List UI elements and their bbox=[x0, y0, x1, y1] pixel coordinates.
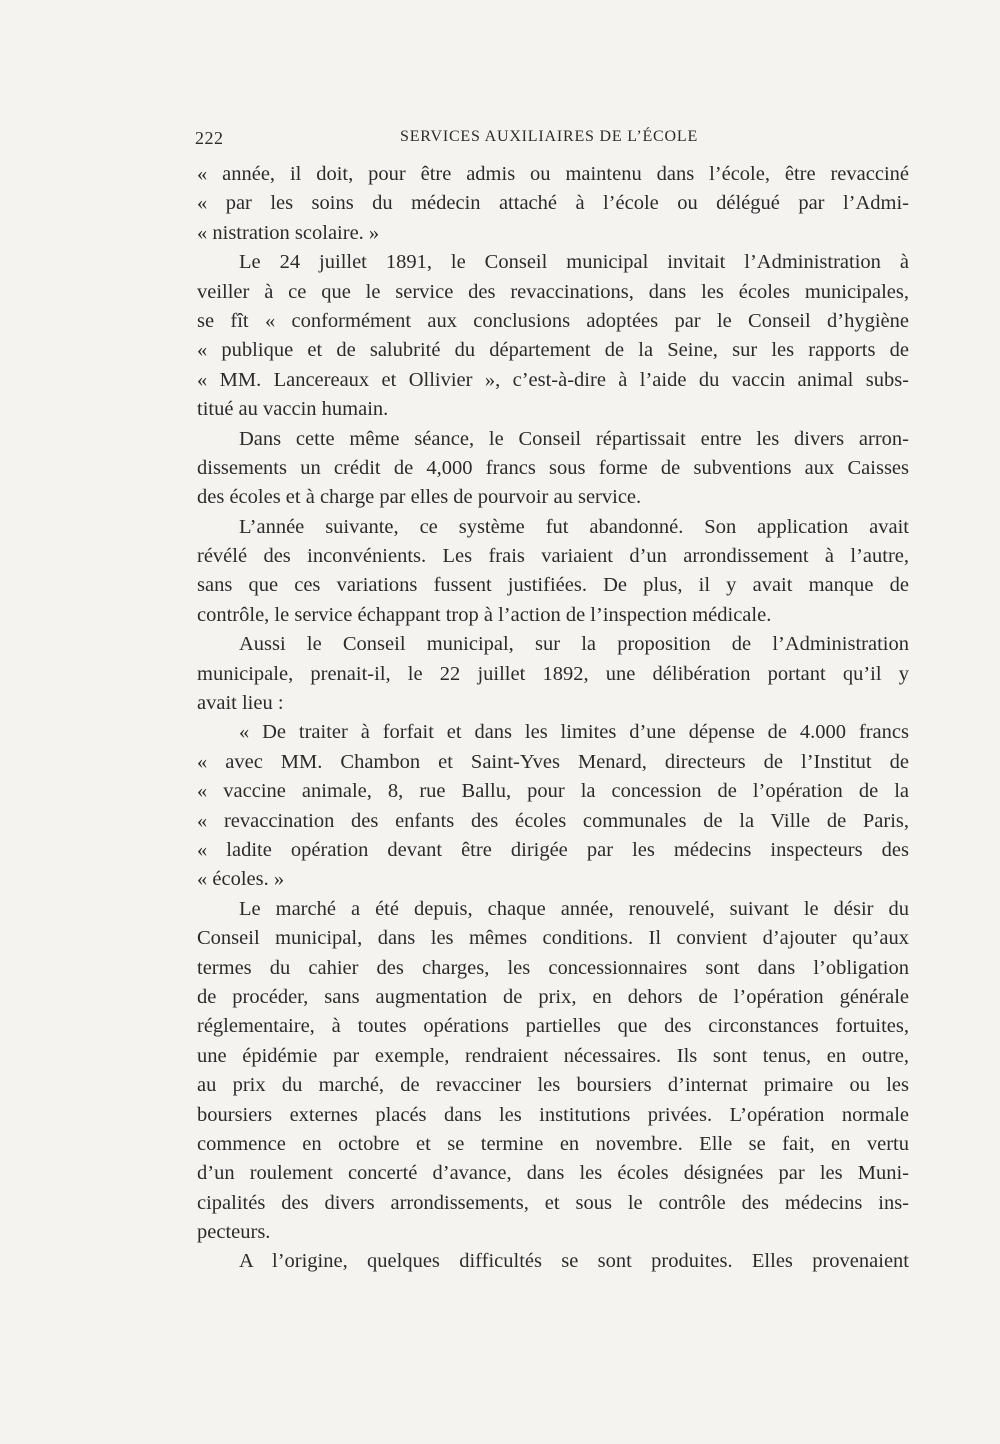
running-title: SERVICES AUXILIAIRES DE L’ÉCOLE bbox=[400, 128, 699, 145]
text-line: se fît « conformément aux conclusions adoptées par le Conseil d’hygiène bbox=[197, 309, 909, 332]
text-line: « ladite opération devant être dirigée par les médecins inspecteurs des bbox=[197, 838, 909, 861]
text-line: « publique et de salubrité du département de la Seine, sur les rapports de bbox=[197, 339, 909, 362]
text-line: réglementaire, à toutes opérations partielles que des circonstances fortuites, bbox=[197, 1015, 909, 1038]
text-line: A l’origine, quelques difficultés se sont produites. Elles provenaient bbox=[239, 1250, 909, 1273]
text-line: titué au vaccin humain. bbox=[197, 398, 389, 421]
text-line: révélé des inconvénients. Les frais variaient d’un arrondissement à l’autre, bbox=[197, 545, 909, 568]
text-line: Dans cette même séance, le Conseil répartissait entre les divers arron- bbox=[239, 427, 909, 450]
text-line: avait lieu : bbox=[197, 692, 284, 715]
running-header bbox=[195, 128, 915, 154]
text-line: dissements un crédit de 4,000 francs sous forme de subventions aux Caisses bbox=[197, 456, 909, 479]
body-text bbox=[197, 160, 909, 1277]
text-line: « écoles. » bbox=[197, 868, 285, 891]
text-line: « par les soins du médecin attaché à l’école ou délégué par l’Admi- bbox=[197, 192, 909, 215]
text-line: « année, il doit, pour être admis ou maintenu dans l’école, être revacciné bbox=[197, 163, 909, 185]
text-line: une épidémie par exemple, rendraient nécessaires. Ils sont tenus, en outre, bbox=[197, 1044, 909, 1067]
text-line: sans que ces variations fussent justifiées. De plus, il y avait manque de bbox=[197, 574, 909, 597]
text-line: Conseil municipal, dans les mêmes conditions. Il convient d’ajouter qu’aux bbox=[197, 927, 909, 950]
text-line: boursiers externes placés dans les institutions privées. L’opération normale bbox=[197, 1103, 909, 1126]
text-line: veiller à ce que le service des revaccinations, dans les écoles municipales, bbox=[197, 280, 909, 303]
text-line: « nistration scolaire. » bbox=[197, 221, 380, 244]
text-line: au prix du marché, de revacciner les boursiers d’internat primaire ou les bbox=[197, 1074, 909, 1097]
text-line: « MM. Lancereaux et Ollivier », c’est-à-dire à l’aide du vaccin animal subs- bbox=[197, 368, 909, 391]
text-line: « avec MM. Chambon et Saint-Yves Menard, directeurs de l’Institut de bbox=[197, 750, 909, 773]
text-line: contrôle, le service échappant trop à l’action de l’inspection médicale. bbox=[197, 603, 772, 626]
text-line: termes du cahier des charges, les concessionnaires sont dans l’obligation bbox=[197, 956, 909, 979]
text-line: de procéder, sans augmentation de prix, en dehors de l’opération générale bbox=[197, 985, 909, 1008]
text-line: commence en octobre et se termine en novembre. Elle se fait, en vertu bbox=[197, 1132, 909, 1155]
text-line: Aussi le Conseil municipal, sur la proposition de l’Administration bbox=[239, 633, 909, 656]
text-line: des écoles et à charge par elles de pourvoir au service. bbox=[197, 486, 642, 509]
text-line: municipale, prenait-il, le 22 juillet 1892, une délibération portant qu’il y bbox=[197, 662, 909, 685]
text-line: d’un roulement concerté d’avance, dans les écoles désignées par les Muni- bbox=[197, 1162, 909, 1185]
text-line: pecteurs. bbox=[197, 1221, 271, 1244]
page-number: 222 bbox=[195, 128, 224, 148]
text-line: « vaccine animale, 8, rue Ballu, pour la concession de l’opération de la bbox=[197, 780, 909, 803]
text-line: « revaccination des enfants des écoles communales de la Ville de Paris, bbox=[197, 809, 909, 832]
text-line: cipalités des divers arrondissements, et sous le contrôle des médecins ins- bbox=[197, 1191, 909, 1214]
text-line: Le 24 juillet 1891, le Conseil municipal invitait l’Administration à bbox=[239, 251, 909, 274]
text-line: L’année suivante, ce système fut abandonné. Son application avait bbox=[239, 515, 909, 538]
text-line: « De traiter à forfait et dans les limites d’une dépense de 4.000 francs bbox=[239, 721, 909, 744]
text-line: Le marché a été depuis, chaque année, renouvelé, suivant le désir du bbox=[239, 897, 909, 920]
